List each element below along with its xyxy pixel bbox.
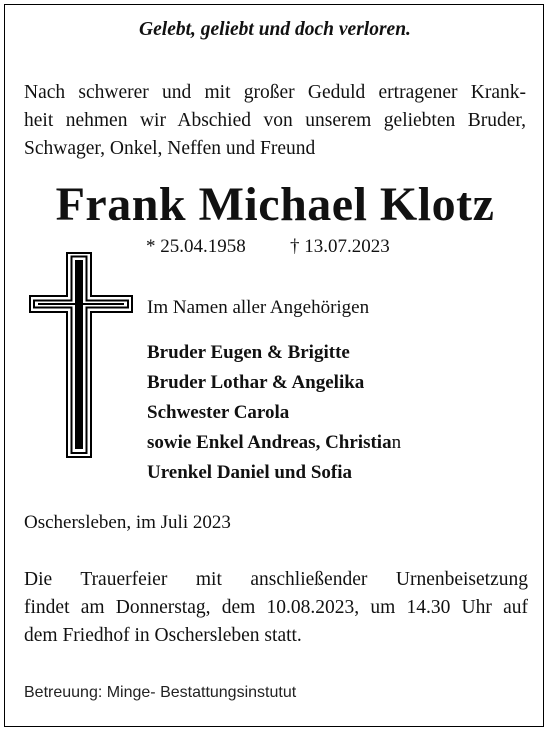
ceremony-text xyxy=(24,566,528,650)
latin-cross-icon xyxy=(29,252,133,458)
mourner-line: Urenkel Daniel und Sofia xyxy=(147,462,352,483)
mourner-line: Bruder Eugen & Brigitte xyxy=(147,342,350,363)
birth-date: * 25.04.1958 xyxy=(146,236,246,257)
mourners-intro: Im Namen aller Angehörigen xyxy=(147,297,370,318)
mourner-line-bold: sowie Enkel Andreas, Christia xyxy=(147,432,392,453)
intro-line: heit nehmen wir Abschied von unserem geliebten Bruder, xyxy=(24,110,526,131)
mourner-line: Bruder Lothar & Angelika xyxy=(147,372,365,393)
mourner-line xyxy=(147,428,401,458)
mourners-list xyxy=(147,338,401,488)
death-date: † 13.07.2023 xyxy=(290,236,390,257)
place-date: Oschersleben, im Juli 2023 xyxy=(24,512,231,533)
funeral-home-credit: Betreuung: Minge- Bestattungsinstutut xyxy=(24,684,297,701)
motto: Gelebt, geliebt und doch verloren. xyxy=(139,19,411,40)
intro-line: Nach schwerer und mit großer Geduld ertragener Krank- xyxy=(24,82,526,103)
mourner-line-tail: n xyxy=(391,432,402,453)
ceremony-line: dem Friedhof in Oschersleben statt. xyxy=(24,625,302,646)
mourner-line: Schwester Carola xyxy=(147,402,290,423)
ceremony-line: Die Trauerfeier mit anschließender Urnenbeisetzung xyxy=(24,569,528,590)
intro-line: Schwager, Onkel, Neffen und Freund xyxy=(24,138,316,159)
intro-text xyxy=(24,79,526,163)
ceremony-line: findet am Donnerstag, dem 10.08.2023, um 14.30 Uhr auf xyxy=(24,597,528,618)
deceased-name: Frank Michael Klotz xyxy=(55,178,495,231)
